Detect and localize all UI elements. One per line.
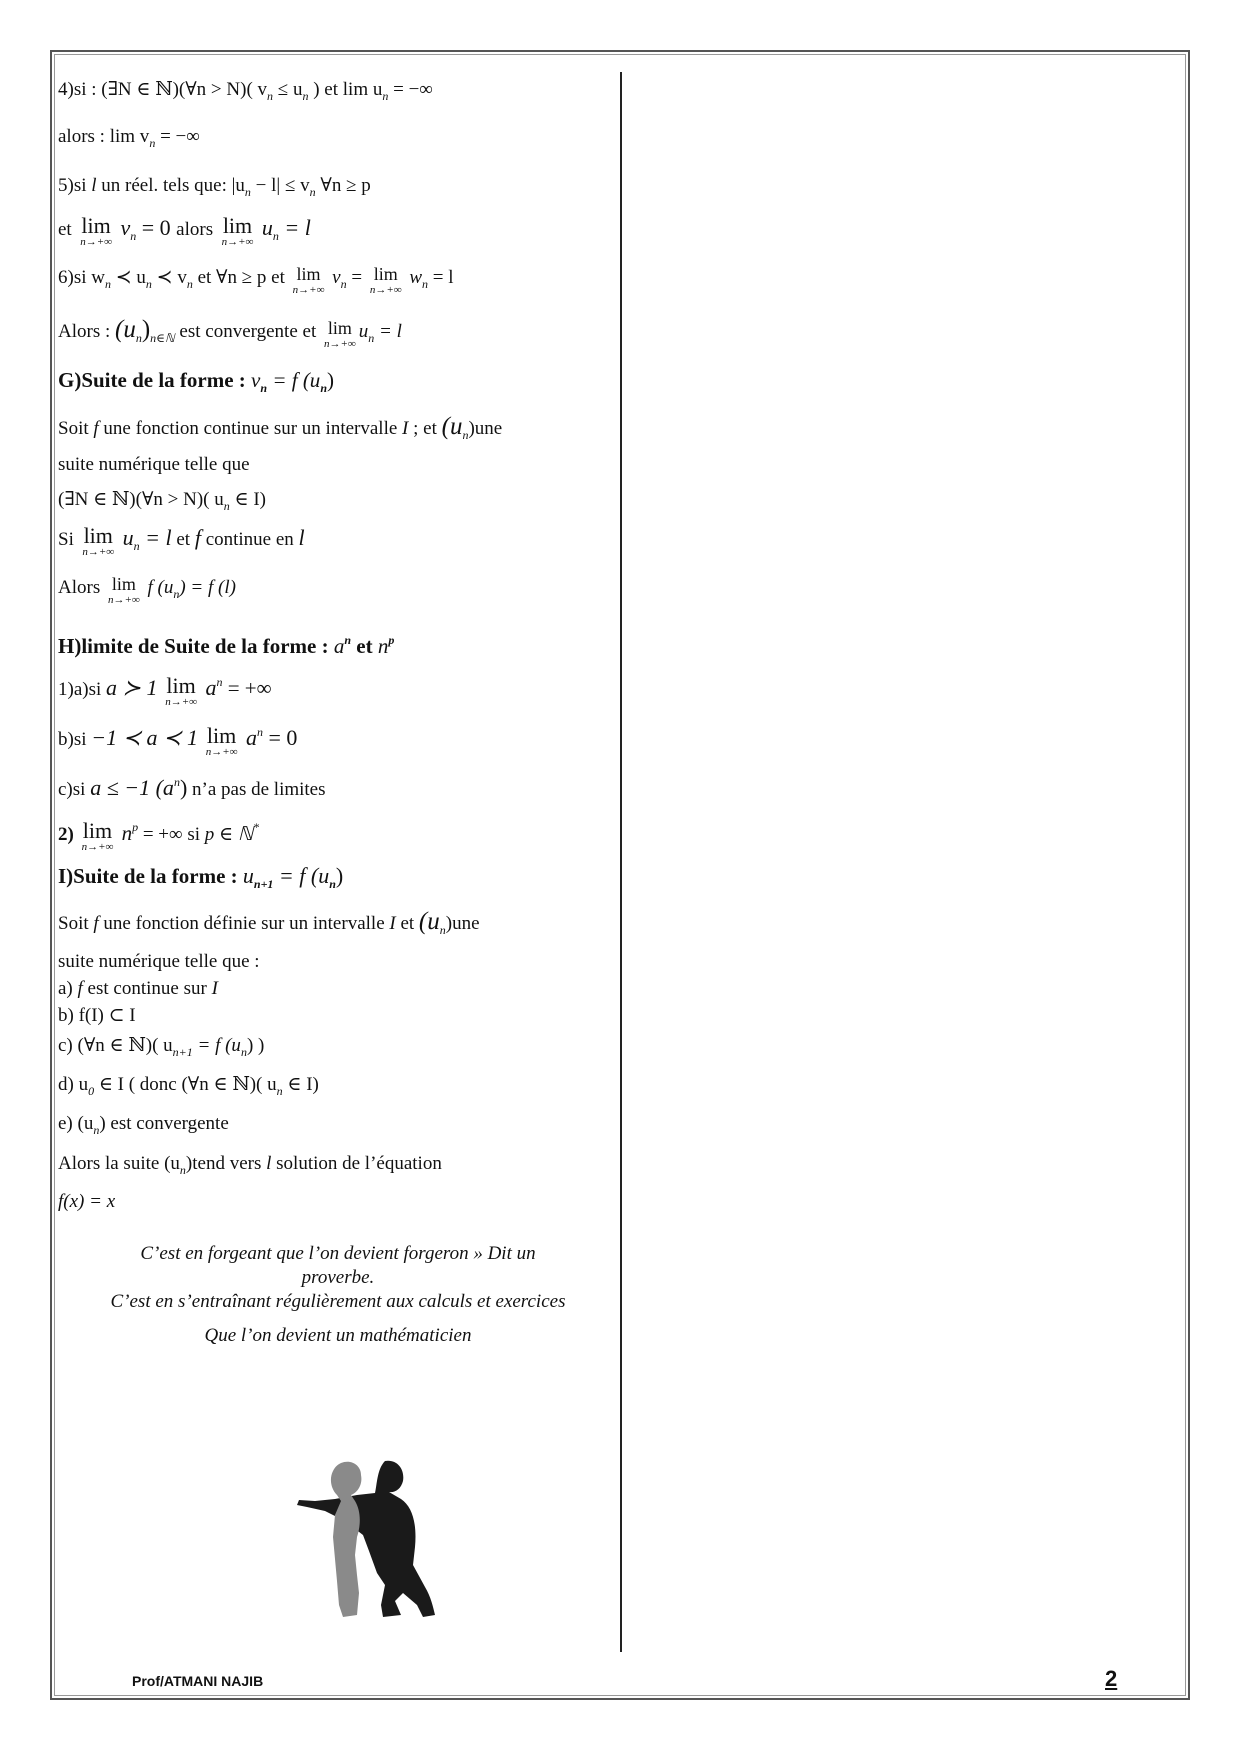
item-5-line2: et lim n→+∞ $v_n = 0$ alors lim n→+∞ $u_n = l$ [58, 213, 311, 248]
section-i-c: c) (∀n ∈ ℕ)( $u_{n+1} = f$ $(u_n)$ ) [58, 1035, 265, 1059]
item-4-line1: 4)si : (∃N ∈ ℕ)(∀n > N)( $v_n \le u_n$ ) et $\lim u_n$ = −∞ [58, 79, 433, 103]
limit-operator: lim n→+∞ [82, 523, 115, 558]
item-5-line1: 5)si l un réel. tels que: $|u_n - l| \le v_n$ ∀n ≥ p [58, 175, 371, 199]
item-6-line2: Alors : $(u_n)_{n\in ℕ}$ est convergente et lim n→+∞ $u_n = l$ [58, 316, 402, 350]
footer-author: Prof/ATMANI NAJIB [132, 1673, 264, 1689]
item-6-line1: 6)si $w_n$ ≺ $u_n$ ≺ $v_n$ et ∀n ≥ p et lim n→+∞ $v_n$ = lim n→+∞ $w_n = l$ [58, 264, 454, 296]
section-i-b: b) f(I) ⊂ I [58, 1005, 136, 1026]
section-i-heading: I)Suite de la forme : $u_{n+1} = f$ $(u_n)$ [58, 863, 344, 891]
section-i-p2: suite numérique telle que : [58, 951, 260, 972]
section-i-p1: Soit f une fonction définie sur un intervalle I et $(u_n)une$ [58, 908, 480, 937]
page-number: 2 [1105, 1666, 1118, 1691]
section-i-equation: f(x) = x [58, 1191, 116, 1212]
section-g-p2: suite numérique telle que [58, 454, 250, 475]
section-i-f: Alors la suite $(u_n)tend$ vers l solution de l’équation [58, 1153, 442, 1177]
section-g-heading: G)Suite de la forme : $v_n = f$ $(u_n)$ [58, 368, 334, 395]
limit-operator: lim n→+∞ [221, 213, 254, 248]
limit-operator: lim n→+∞ [81, 818, 114, 853]
section-h-1a: 1)a)si a ≻ 1 lim n→+∞ $a^n$ = +∞ [58, 673, 272, 708]
section-g-p3: (∃N ∈ ℕ)(∀n > N)( $u_n$ ∈ I) [58, 489, 266, 513]
limit-operator: lim n→+∞ [107, 574, 140, 606]
father-son-silhouette-illustration [285, 1455, 455, 1620]
limit-operator: lim n→+∞ [369, 264, 402, 296]
limit-operator: lim n→+∞ [323, 318, 356, 350]
section-g-p5: Alors lim n→+∞ f $(u_n) = f$ (l) [58, 574, 236, 606]
quote-line-4: Que l’on devient un mathématicien [204, 1325, 472, 1346]
section-g-p1: Soit f une fonction continue sur un intervalle I ; et $(u_n)une$ [58, 413, 503, 442]
limit-operator: lim n→+∞ [205, 723, 238, 758]
section-i-e: e) $(u_n)$ est convergente [58, 1113, 229, 1137]
quote-line-3: C’est en s’entraînant régulièrement aux calculs et exercices [110, 1291, 566, 1312]
child-silhouette [331, 1462, 361, 1617]
adult-silhouette [297, 1461, 435, 1617]
limit-operator: lim n→+∞ [165, 673, 197, 708]
section-h-heading: H)limite de Suite de la forme : $a^n$ et $n^p$ [58, 633, 395, 658]
limit-operator: lim n→+∞ [80, 213, 112, 248]
section-h-1c: c)si a ≤ −1 $(a^n)$ n’a pas de limites [58, 775, 326, 800]
section-i-a: a) f est continue sur I [58, 978, 218, 999]
quote-line-2: proverbe. [301, 1267, 375, 1288]
section-h-2: 2) lim n→+∞ $n^p$ = +∞ si p ∈ ℕ* [58, 818, 260, 853]
section-i-d: d) $u_0$ ∈ I ( donc (∀n ∈ ℕ)( $u_n$ ∈ I) [58, 1074, 319, 1098]
quote-line-1: C’est en forgeant que l’on devient forgeron » Dit un [140, 1243, 536, 1264]
section-g-p4: Si lim n→+∞ $u_n = l$ et f continue en l [58, 523, 305, 558]
item-4-line2: alors : $\lim v_n$ = −∞ [58, 126, 200, 150]
limit-operator: lim n→+∞ [292, 264, 325, 296]
column-divider [620, 72, 622, 1652]
section-h-1b: b)si −1 ≺ a ≺ 1 lim n→+∞ $a^n = 0$ [58, 723, 298, 758]
